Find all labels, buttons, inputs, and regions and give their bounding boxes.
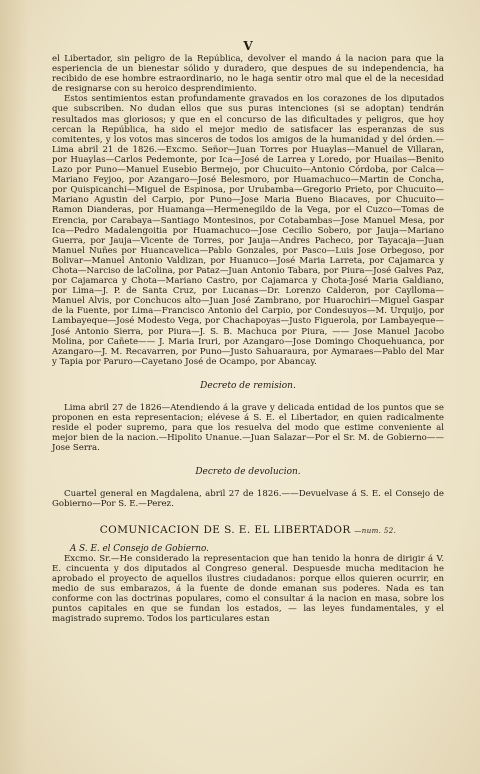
communication-title — [52, 524, 444, 536]
salutation: A S. E. el Consejo de Gobierno. — [70, 543, 209, 554]
paragraph-libertador: el Libertador, sin peligro de la República, devolver el mando á la nacion para que la esperiencia de un bienestar sólido y duradero, que despues de su independencia, ha recibido de ese hombre estraordinario, no le haga sentir otro mal que el de la necesidad de resignarse con su heroico desprendimiento. — [52, 54, 444, 95]
heading-decreto-devolucion: Decreto de devolucion. — [195, 467, 301, 478]
paragraph-signatories: Estos sentimientos estan profundamente gravados en los corazones de los diputados que subscriben. No dudan ellos que sus puras intenciones (si se adoptan) tendrán resultados mas gloriosos; y que en el concurso de las dificultades y peligros, que hoy cercan la República, ha sido el mejor medio de satisfacer las esperanzas de sus comitentes, y los votos mas sinceros de todos los amigos de la humanidad y del órden.—Lima abril 21 de 1826.—Excmo. Señor—Juan Torres por Huaylas—Manuel de Villaran, por Huaylas—Carlos Pedemonte, por Ica—José de Larrea y Loredo, por Huailas—Benito Lazo por Puno—Manuel Eusebio Bermejo, por Chucuito—Antonio Córdoba, por Calca—Mariano Feyjoo, por Azangaro—José Belesmoro, por Huamachuco—Martin de Concha, por Quispicanchi—Miguel de Espinosa, por Urubamba—Gregorio Prieto, por Chucuito—Mariano Agustin del Carpio, por Puno—Jose Maria Bueno Biacaves, por Chucuito—Ramon Dianderas, por Huamanga—Hermenegildo de la Vega, por el Cuzco—Tomas de Erencia, por Carabaya—Santiago Montesinos, por Cotabambas—Jose Manuel Mesa, por Ica—Pedro Madalengoitia por Huamachuco—Jose Cecilio Sobero, por Jauja—Mariano Guerra, por Jauja—Vicente de Torres, por Jauja—Andres Pacheco, por Tayacaja—Juan Manuel Nuñes por Huancavelica—Pablo Gonzales, por Pasco—Luis Jose Orbegoso, por Bolivar—Manuel Antonio Valdizan, por Huanuco—José Maria Larreta, por Cajamarca y Chota—Narciso de laColina, por Pataz—Juan Antonio Tabara, por Piura—José Galves Paz, por Cajamarca y Chota—Mariano Castro, por Cajamarca y Chota-José Maria Galdiano, por Lima—J. P. de Santa Cruz, por Lucanas—Dr. Lorenzo Calderon, por Caylloma—Manuel Alvis, por Conchucos alto—Juan José Zambrano, por Huarochiri—Miguel Gaspar de la Fuente, por Lima—Francisco Antonio del Carpio, por Condesuyos—M. Urquijo, por Lambayeque—José Modesto Vega, por Chachapoyas—Justo Figuerola, por Lambayeque—José Antonio Sierra, por Piura—J. S. B. Machuca por Piura, —— Jose Manuel Jacobo Molina, por Cañete—— J. Maria Iruri, por Azangaro—Jose Domingo Choquehuanca, por Azangaro—J. M. Recavarren, por Puno—Justo Sahuaraura, por Aymaraes—Pablo del Mar y Tapia por Paruro—Cayetano José de Ocampo, por Abancay. — [52, 94, 444, 367]
communication-title-text: COMUNICACION DE S. E. EL LIBERTADOR — [99, 523, 351, 536]
page-folio: V — [243, 39, 253, 53]
communication-number: —num. 52. — [354, 526, 397, 535]
page-gutter-shadow — [0, 0, 28, 774]
paragraph-communication: Excmo. Sr.—He considerado la representacion que han tenido la honra de dirigir á V. E. cincuenta y dos diputados al Congreso general. Despuesde mucha meditacion he aprobado el proyecto de aquellos ilustres ciudadanos: porque ellos quieren ocurrir, en medio de sus embarazos, á la fuente de donde emanan sus poderes. Nada es tan conforme con las doctrinas populares, como el consultar á la nacion en masa, sobre los puntos capitales en que se fundan los estados, — las leyes fundamentales, y el magistrado supremo. Todos los particulares estan — [52, 553, 444, 625]
heading-decreto-remision: Decreto de remision. — [200, 380, 296, 391]
paragraph-remision: Lima abril 27 de 1826—Atendiendo á la grave y delicada entidad de los puntos que se proponen en esta representacion; elévese á S. E. el Libertador, en quien radicalmente reside el poder supremo, para que los resuelva del modo que estime conveniente al mejor bien de la nacion.—Hipolito Unanue.—Juan Salazar—Por el Sr. M. de Gobierno——Jose Serra. — [52, 402, 444, 454]
paragraph-devolucion: Cuartel general en Magdalena, abril 27 de 1826.——Devuelvase á S. E. el Consejo de Gobierno—Por S. E.—Perez. — [52, 489, 444, 510]
